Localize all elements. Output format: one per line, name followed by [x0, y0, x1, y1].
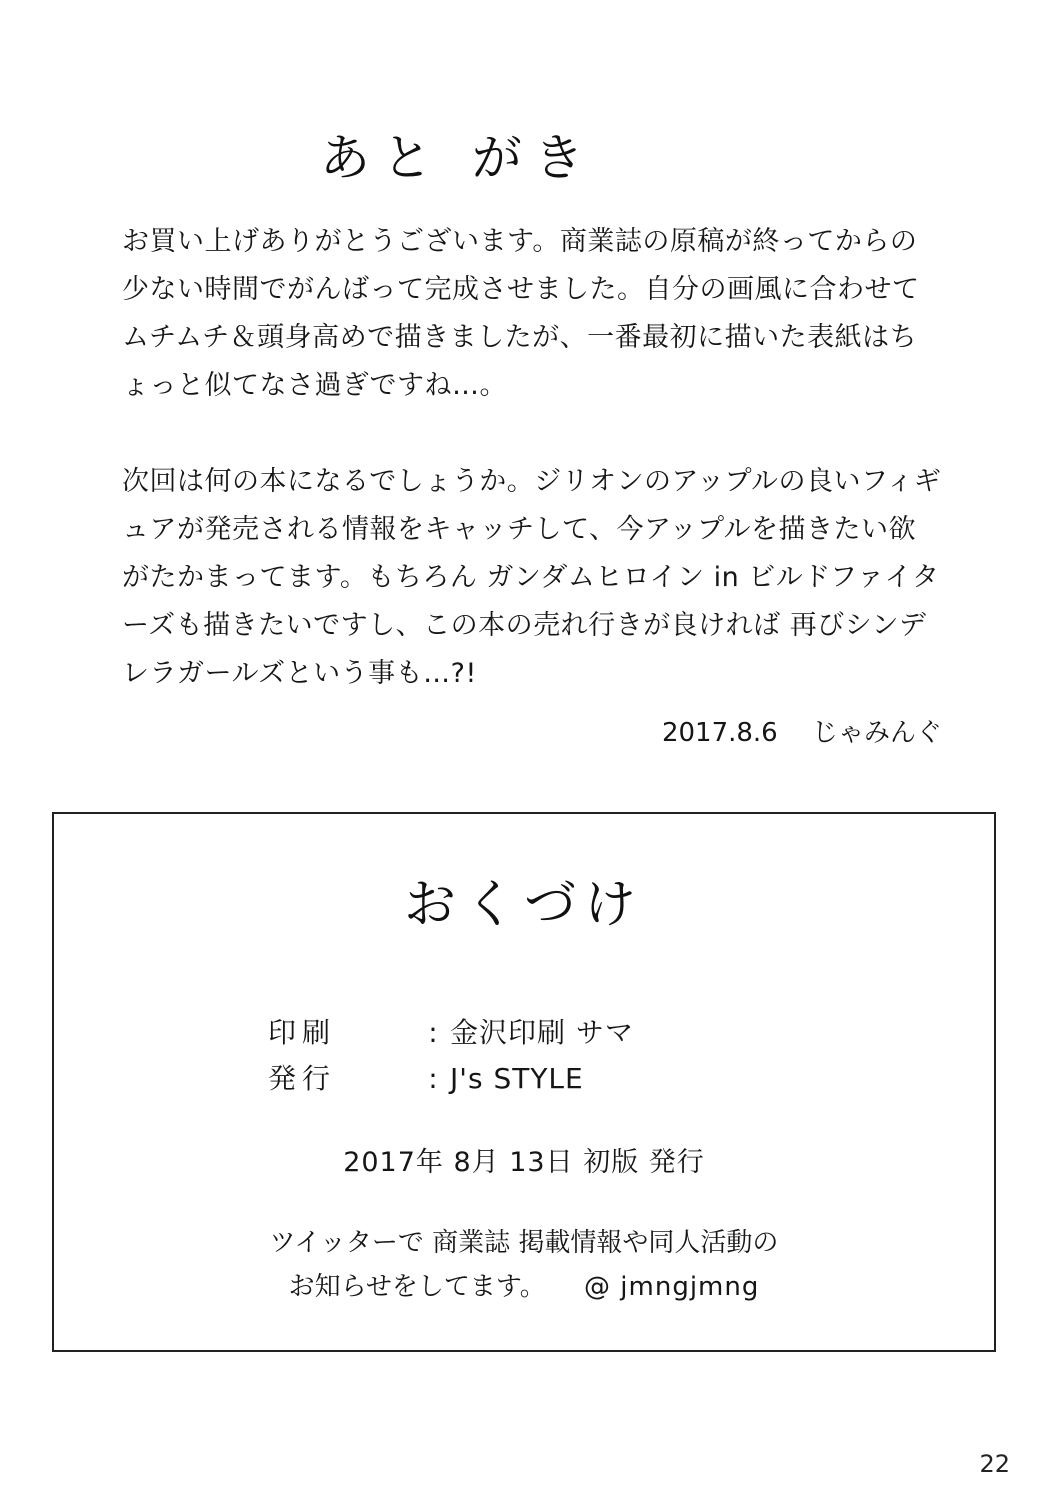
colophon-note-line-1: ツイッターで 商業誌 掲載情報や同人活動の [269, 1228, 779, 1258]
colophon-publish-date: 2017年 8月 13日 初版 発行 [343, 1147, 705, 1178]
afterword-body [122, 218, 942, 698]
colophon-note-line-2: お知らせをしてます。 [288, 1272, 546, 1302]
colophon-note [54, 1221, 994, 1309]
colophon-row-separator: : [428, 1016, 438, 1049]
colophon-row-value: J's STYLE [450, 1062, 584, 1095]
colophon-row-label: 発行 [268, 1062, 337, 1095]
afterword-paragraph-2: 次回は何の本になるでしょうか。ジリオンのアップルの良いフィギュアが発売される情報をキャッチして、今アップルを描きたい欲がたかまってます。もちろん ガンダムヒロイン in ビルドファイターズも描きたいですし、この本の売れ行きが良ければ 再びシンデレラガールズという事も…?! [122, 466, 942, 689]
page-number: 22 [979, 1450, 1010, 1478]
afterword-title: あと がき [320, 129, 596, 187]
colophon-rows [54, 1010, 994, 1309]
twitter-handle[interactable]: @ jmngjmng [584, 1272, 760, 1302]
afterword-signature [662, 712, 942, 749]
colophon-row-value: 金沢印刷 サマ [450, 1016, 634, 1049]
colophon-row [54, 1010, 994, 1056]
colophon-box [52, 812, 996, 1352]
colophon-title: おくづけ [403, 875, 644, 935]
colophon-row-label: 印刷 [268, 1016, 337, 1049]
afterword-paragraph-1: お買い上げありがとうございます。商業誌の原稿が終ってからの少ない時間でがんばって完成させました。自分の画風に合わせてムチムチ＆頭身高めで描きましたが、一番最初に描いた表紙はちょっと似てなさ過ぎですね…。 [122, 226, 920, 401]
colophon-row [54, 1056, 994, 1102]
signature-date: 2017.8.6 [661, 718, 778, 748]
colophon-row-separator: : [428, 1062, 438, 1095]
signature-name: じゃみんぐ [811, 718, 942, 748]
